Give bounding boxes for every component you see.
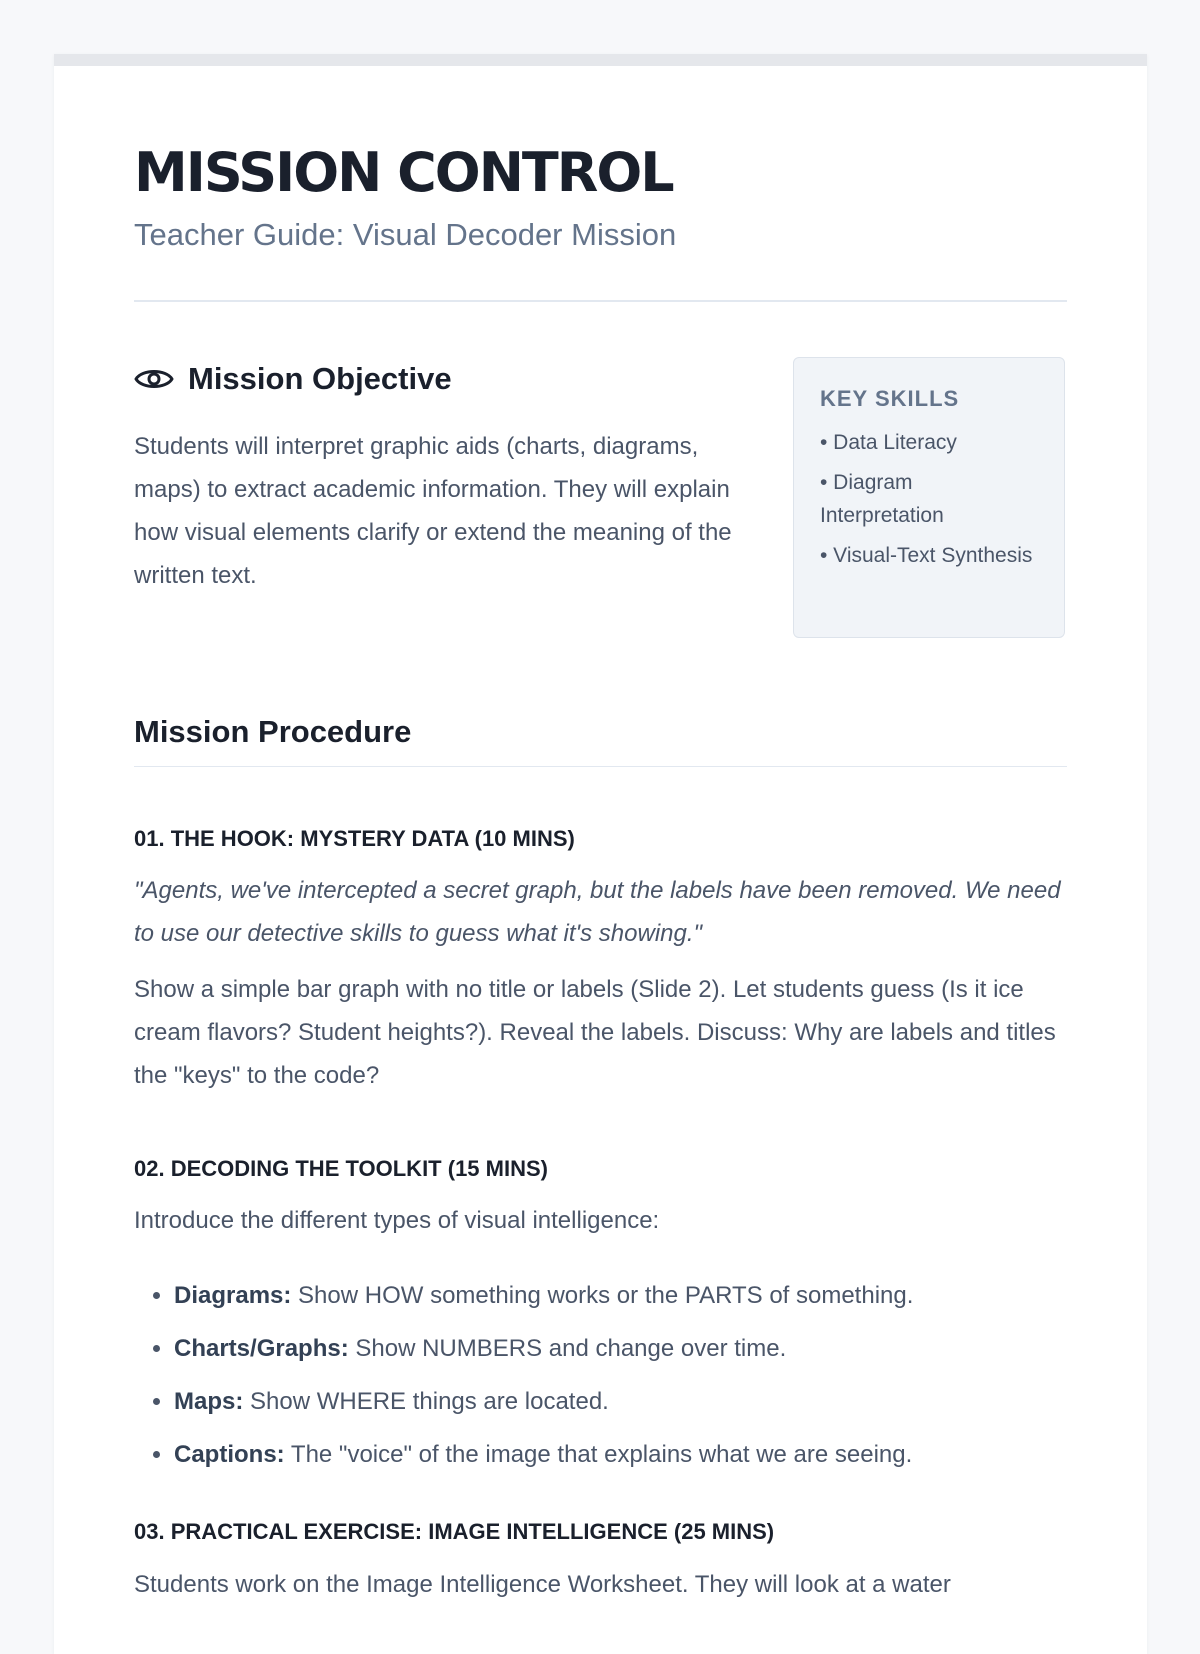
list-item-term: Diagrams: <box>174 1282 292 1309</box>
step-1-title: 01. THE HOOK: MYSTERY DATA (10 MINS) <box>134 826 575 851</box>
procedure-divider <box>134 766 1067 767</box>
step-1-text: Show a simple bar graph with no title or labels (Slide 2). Let students guess (Is it ice cream flavors? Student heights?). Reveal the labels. Discuss: Why are labels and titles the "keys" to the code? <box>134 976 1056 1089</box>
document-page <box>54 54 1147 1654</box>
mission-objective-text: Students will interpret graphic aids (charts, diagrams, maps) to extract academic information. They will explain how visual elements clarify or extend the meaning of the written text. <box>134 433 732 590</box>
mission-objective-heading <box>134 360 734 397</box>
list-item-desc: The "voice" of the image that explains what we are seeing. <box>284 1441 913 1468</box>
key-skill-item: • Data Literacy <box>820 431 957 454</box>
list-item <box>174 1439 1067 1471</box>
list-item-term: Charts/Graphs: <box>174 1335 349 1362</box>
list-item <box>174 1333 1067 1365</box>
header-divider <box>134 300 1067 302</box>
step-2-title: 02. DECODING THE TOOLKIT (15 MINS) <box>134 1156 548 1181</box>
key-skill-item: • Diagram Interpretation <box>820 471 944 527</box>
key-skills-box <box>793 357 1065 638</box>
page-subtitle: Teacher Guide: Visual Decoder Mission <box>134 217 677 252</box>
page-top-bar <box>54 54 1147 66</box>
mission-objective-title: Mission Objective <box>188 361 452 396</box>
list-item-desc: Show NUMBERS and change over time. <box>348 1335 787 1362</box>
list-item-desc: Show WHERE things are located. <box>243 1388 609 1415</box>
step-2-intro: Introduce the different types of visual intelligence: <box>134 1207 660 1234</box>
toolkit-list <box>134 1280 1067 1492</box>
key-skills-title: KEY SKILLS <box>820 386 960 411</box>
key-skills-list <box>820 426 1038 572</box>
mission-procedure-heading: Mission Procedure <box>134 714 412 749</box>
page-title: MISSION CONTROL <box>134 141 673 204</box>
list-item-desc: Show HOW something works or the PARTS of something. <box>291 1282 914 1309</box>
list-item <box>174 1280 1067 1312</box>
list-item <box>174 1386 1067 1418</box>
list-item-term: Captions: <box>174 1441 285 1468</box>
step-3-title: 03. PRACTICAL EXERCISE: IMAGE INTELLIGENCE (25 MINS) <box>134 1519 775 1544</box>
mission-objective-section <box>134 360 734 597</box>
list-item-term: Maps: <box>174 1388 244 1415</box>
step-1-quote: "Agents, we've intercepted a secret graph, but the labels have been removed. We need to use our detective skills to guess what it's showing." <box>134 877 1061 947</box>
key-skill-item: • Visual-Text Synthesis <box>820 544 1033 567</box>
eye-icon <box>134 365 174 393</box>
step-3-text: Students work on the Image Intelligence Worksheet. They will look at a water <box>134 1571 951 1598</box>
